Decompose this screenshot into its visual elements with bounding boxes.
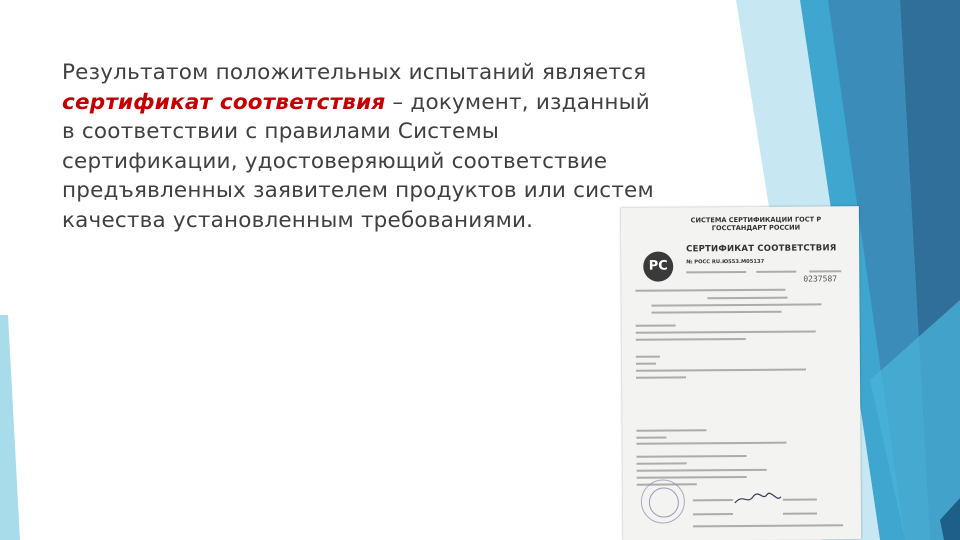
signature-scribble	[733, 491, 783, 507]
paragraph-line-4: сертификации, удостоверяющий соответствие	[62, 148, 608, 174]
paragraph-line-5: предъявленных заявителем продуктов или систем	[62, 178, 654, 203]
certificate-number: № РОСС RU.Ю553.М05137	[686, 258, 765, 266]
paragraph-line-6: качества установленным требованиями.	[62, 207, 534, 233]
certificate-system-header: СИСТЕМА СЕРТИФИКАЦИИ ГОСТ Р ГОССТАНДАРТ РОССИИ	[690, 215, 822, 233]
certification-logo-icon: РС	[643, 251, 673, 281]
paragraph-line-1: Результатом положительных испытаний является	[62, 60, 647, 85]
highlighted-term: сертификат соответствия	[62, 89, 386, 115]
paragraph-line-3: в соответствии с правилами Системы	[62, 119, 500, 144]
certificate-serial: 0237587	[803, 274, 838, 284]
left-edge-sliver	[0, 315, 20, 540]
certificate-title: СЕРТИФИКАТ СООТВЕТСТВИЯ	[686, 243, 837, 255]
certificate-image	[621, 206, 861, 540]
paragraph-line-2-rest: – документ, изданный	[385, 89, 650, 115]
stamp-seal-inner	[649, 487, 679, 517]
